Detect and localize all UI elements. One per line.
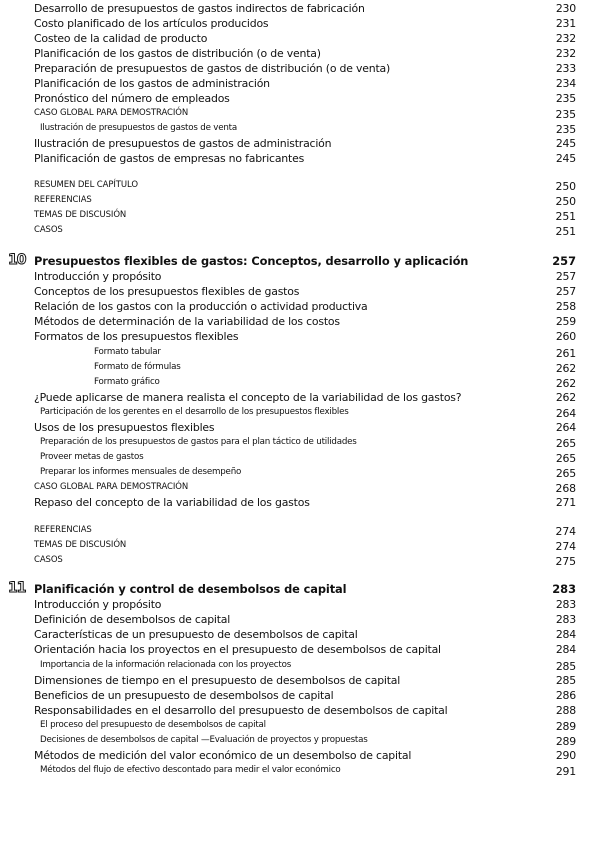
entry-title: El proceso del presupuesto de desembolsos de capital <box>40 720 266 730</box>
entry-title: Decisiones de desembolsos de capital —Evaluación de proyectos y propuestas <box>40 735 368 745</box>
chapter-number: 11 <box>8 580 26 596</box>
entry-title: Planificación de los gastos de administración <box>34 77 270 90</box>
entry-title: CASOS <box>34 225 63 235</box>
entry-page: 262 <box>555 362 576 375</box>
entry-page: 265 <box>555 437 576 450</box>
entry-page: 250 <box>555 180 576 193</box>
entry-page: 257 <box>552 254 576 268</box>
entry-title: REFERENCIAS <box>34 195 92 205</box>
entry-title: Métodos de medición del valor económico de un desembolso de capital <box>34 749 412 762</box>
entry-title: Beneficios de un presupuesto de desembolsos de capital <box>34 689 334 702</box>
entry-title: RESUMEN DEL CAPÍTULO <box>34 180 138 190</box>
entry-page: 235 <box>555 123 576 136</box>
entry-page: 232 <box>555 47 576 60</box>
entry-page: 285 <box>555 660 576 673</box>
entry-title: Preparación de los presupuestos de gastos para el plan táctico de utilidades <box>40 437 357 447</box>
entry-title: Ilustración de presupuestos de gastos de administración <box>34 137 332 150</box>
entry-page: 283 <box>552 582 576 596</box>
entry-title: Desarrollo de presupuestos de gastos indirectos de fabricación <box>34 2 365 15</box>
entry-title: Pronóstico del número de empleados <box>34 92 230 105</box>
chapter-title: Planificación y control de desembolsos de capital <box>34 582 347 596</box>
entry-page: 264 <box>555 421 576 434</box>
entry-page: 289 <box>555 720 576 733</box>
entry-title: Características de un presupuesto de desembolsos de capital <box>34 628 358 641</box>
entry-page: 260 <box>555 330 576 343</box>
entry-page: 274 <box>555 540 576 553</box>
entry-title: Preparar los informes mensuales de desempeño <box>40 467 242 477</box>
entry-title: Repaso del concepto de la variabilidad de los gastos <box>34 496 310 509</box>
entry-page: 231 <box>555 17 576 30</box>
entry-page: 288 <box>555 704 576 717</box>
entry-page: 259 <box>555 315 576 328</box>
entry-title: Formatos de los presupuestos flexibles <box>34 330 239 343</box>
entry-page: 284 <box>555 628 576 641</box>
entry-title: Planificación de gastos de empresas no fabricantes <box>34 152 305 165</box>
entry-page: 251 <box>555 210 576 223</box>
chapter-number: 10 <box>8 252 26 268</box>
entry-page: 257 <box>555 270 576 283</box>
entry-title: Responsabilidades en el desarrollo del presupuesto de desembolsos de capital <box>34 704 448 717</box>
entry-title: Definición de desembolsos de capital <box>34 613 231 626</box>
entry-page: 261 <box>555 347 576 360</box>
entry-page: 234 <box>555 77 576 90</box>
entry-page: 264 <box>555 407 576 420</box>
entry-title: Dimensiones de tiempo en el presupuesto de desembolsos de capital <box>34 674 401 687</box>
entry-page: 274 <box>555 525 576 538</box>
chapter-title: Presupuestos flexibles de gastos: Conceptos, desarrollo y aplicación <box>34 254 469 268</box>
entry-page: 271 <box>555 496 576 509</box>
entry-page: 289 <box>555 735 576 748</box>
entry-page: 275 <box>555 555 576 568</box>
entry-page: 257 <box>555 285 576 298</box>
entry-title: Costeo de la calidad de producto <box>34 32 208 45</box>
entry-page: 286 <box>555 689 576 702</box>
entry-title: Proveer metas de gastos <box>40 452 144 462</box>
entry-title: Importancia de la información relacionada con los proyectos <box>40 660 292 670</box>
entry-page: 283 <box>555 613 576 626</box>
entry-page: 283 <box>555 598 576 611</box>
entry-page: 233 <box>555 62 576 75</box>
entry-page: 284 <box>555 643 576 656</box>
entry-title: TEMAS DE DISCUSIÓN <box>34 210 127 220</box>
entry-title: Costo planificado de los artículos producidos <box>34 17 269 30</box>
entry-page: 265 <box>555 452 576 465</box>
entry-page: 232 <box>555 32 576 45</box>
entry-title: Formato tabular <box>94 347 161 357</box>
entry-title: CASOS <box>34 555 63 565</box>
entry-title: CASO GLOBAL PARA DEMOSTRACIÓN <box>34 482 189 492</box>
entry-page: 245 <box>555 137 576 150</box>
entry-page: 262 <box>555 377 576 390</box>
entry-title: Introducción y propósito <box>34 598 162 611</box>
entry-page: 245 <box>555 152 576 165</box>
entry-title: Métodos del flujo de efectivo descontado para medir el valor económico <box>40 765 341 775</box>
entry-page: 230 <box>555 2 576 15</box>
entry-page: 235 <box>555 92 576 105</box>
entry-title: Métodos de determinación de la variabilidad de los costos <box>34 315 340 328</box>
entry-page: 258 <box>555 300 576 313</box>
entry-title: Relación de los gastos con la producción o actividad productiva <box>34 300 368 313</box>
entry-title: Formato gráfico <box>94 377 160 387</box>
entry-page: 251 <box>555 225 576 238</box>
entry-page: 291 <box>555 765 576 778</box>
entry-page: 290 <box>555 749 576 762</box>
entry-page: 265 <box>555 467 576 480</box>
entry-page: 235 <box>555 108 576 121</box>
entry-page: 285 <box>555 674 576 687</box>
entry-title: Ilustración de presupuestos de gastos de venta <box>40 123 238 133</box>
entry-page: 268 <box>555 482 576 495</box>
entry-title: Formato de fórmulas <box>94 362 181 372</box>
entry-title: TEMAS DE DISCUSIÓN <box>34 540 127 550</box>
entry-title: Participación de los gerentes en el desarrollo de los presupuestos flexibles <box>40 407 349 417</box>
entry-title: REFERENCIAS <box>34 525 92 535</box>
entry-title: Usos de los presupuestos flexibles <box>34 421 215 434</box>
entry-title: Preparación de presupuestos de gastos de distribución (o de venta) <box>34 62 391 75</box>
entry-title: Introducción y propósito <box>34 270 162 283</box>
entry-title: ¿Puede aplicarse de manera realista el concepto de la variabilidad de los gastos? <box>34 391 462 404</box>
entry-page: 262 <box>555 391 576 404</box>
entry-title: Planificación de los gastos de distribución (o de venta) <box>34 47 321 60</box>
entry-title: CASO GLOBAL PARA DEMOSTRACIÓN <box>34 108 189 118</box>
entry-title: Orientación hacia los proyectos en el presupuesto de desembolsos de capital <box>34 643 441 656</box>
entry-page: 250 <box>555 195 576 208</box>
entry-title: Conceptos de los presupuestos flexibles de gastos <box>34 285 300 298</box>
